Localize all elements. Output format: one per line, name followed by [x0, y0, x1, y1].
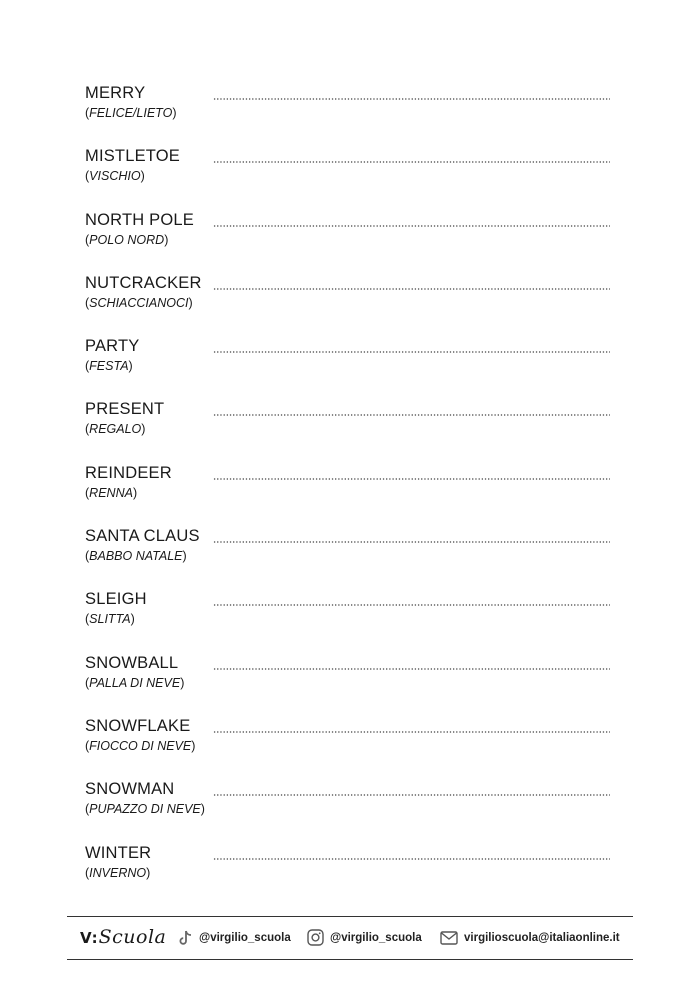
- answer-line[interactable]: [213, 858, 610, 860]
- answer-line[interactable]: [213, 414, 610, 416]
- vocabulary-list: [85, 83, 615, 906]
- english-word: SANTA CLAUS: [85, 527, 200, 546]
- answer-line[interactable]: [213, 478, 610, 480]
- vocabulary-entry: [85, 463, 615, 526]
- answer-line[interactable]: [213, 668, 610, 670]
- english-word: NUTCRACKER: [85, 273, 202, 292]
- english-word: NORTH POLE: [85, 210, 194, 229]
- italian-translation: (VISCHIO): [85, 169, 145, 184]
- translation-text: FIOCCO DI NEVE: [89, 738, 192, 753]
- answer-line[interactable]: [213, 98, 610, 100]
- tiktok-link[interactable]: [179, 917, 291, 958]
- virgilio-scuola-logo: [80, 926, 166, 950]
- answer-line[interactable]: [213, 351, 610, 353]
- italian-translation: (POLO NORD): [85, 232, 169, 247]
- logo-colon: :: [91, 929, 98, 947]
- english-word: REINDEER: [85, 463, 172, 482]
- translation-text: FELICE/LIETO: [89, 106, 173, 120]
- italian-translation: (INVERNO): [85, 865, 151, 880]
- italian-translation: (FELICE/LIETO): [85, 106, 177, 120]
- answer-line[interactable]: [213, 161, 610, 163]
- vocabulary-entry: [85, 83, 615, 146]
- italian-translation: (PUPAZZO DI NEVE): [85, 802, 205, 817]
- italian-translation: (SCHIACCIANOCI): [85, 295, 193, 310]
- vocabulary-entry: [85, 716, 615, 779]
- italian-translation: (PALLA DI NEVE): [85, 675, 185, 690]
- italian-translation: (RENNA): [85, 485, 138, 500]
- english-word: MISTLETOE: [85, 147, 181, 166]
- vocabulary-entry: [85, 779, 615, 842]
- translation-text: SLITTA: [89, 612, 131, 627]
- answer-line[interactable]: [213, 731, 610, 733]
- translation-text: SCHIACCIANOCI: [89, 295, 189, 310]
- english-word: PRESENT: [85, 400, 165, 419]
- vocabulary-entry: [85, 399, 615, 462]
- translation-text: BABBO NATALE: [89, 549, 183, 564]
- answer-line[interactable]: [213, 794, 610, 796]
- tiktok-icon: [179, 930, 193, 946]
- vocabulary-entry: [85, 273, 615, 336]
- english-word: MERRY: [85, 84, 146, 102]
- english-word: SNOWBALL: [85, 653, 179, 672]
- english-word: SLEIGH: [85, 590, 147, 609]
- vocabulary-entry: [85, 526, 615, 589]
- translation-text: INVERNO: [89, 865, 147, 880]
- vocabulary-entry: [85, 146, 615, 209]
- english-word: SNOWFLAKE: [85, 716, 191, 735]
- translation-text: REGALO: [89, 422, 142, 437]
- logo-scuola: Scuola: [98, 926, 167, 948]
- vocabulary-entry: [85, 589, 615, 652]
- answer-line[interactable]: [213, 541, 610, 543]
- answer-line[interactable]: [213, 288, 610, 290]
- translation-text: POLO NORD: [89, 232, 165, 247]
- tiktok-handle[interactable]: @virgilio_scuola: [199, 931, 291, 944]
- vocabulary-entry: [85, 336, 615, 399]
- italian-translation: (REGALO): [85, 422, 146, 437]
- italian-translation: (FIOCCO DI NEVE): [85, 738, 196, 753]
- italian-translation: (BABBO NATALE): [85, 549, 187, 564]
- italian-translation: (SLITTA): [85, 612, 135, 627]
- answer-line[interactable]: [213, 225, 610, 227]
- english-word: PARTY: [85, 337, 140, 356]
- english-word: WINTER: [85, 843, 152, 862]
- italian-translation: (FESTA): [85, 359, 133, 374]
- instagram-icon: [307, 929, 324, 946]
- answer-line[interactable]: [213, 604, 610, 606]
- footer: [67, 916, 633, 960]
- vocabulary-entry: [85, 210, 615, 273]
- translation-text: PUPAZZO DI NEVE: [89, 802, 201, 817]
- vocabulary-entry: [85, 653, 615, 716]
- vocabulary-entry: [85, 843, 615, 906]
- translation-text: PALLA DI NEVE: [89, 675, 181, 690]
- email-link[interactable]: [440, 917, 620, 958]
- email-address[interactable]: virgilioscuola@italiaonline.it: [464, 931, 620, 944]
- english-word: SNOWMAN: [85, 780, 175, 799]
- translation-text: RENNA: [89, 485, 133, 500]
- translation-text: FESTA: [89, 359, 129, 374]
- mail-icon: [440, 931, 458, 945]
- instagram-link[interactable]: [307, 917, 422, 958]
- logo-v: V: [80, 929, 92, 947]
- instagram-handle[interactable]: @virgilio_scuola: [330, 931, 422, 944]
- translation-text: VISCHIO: [89, 169, 141, 184]
